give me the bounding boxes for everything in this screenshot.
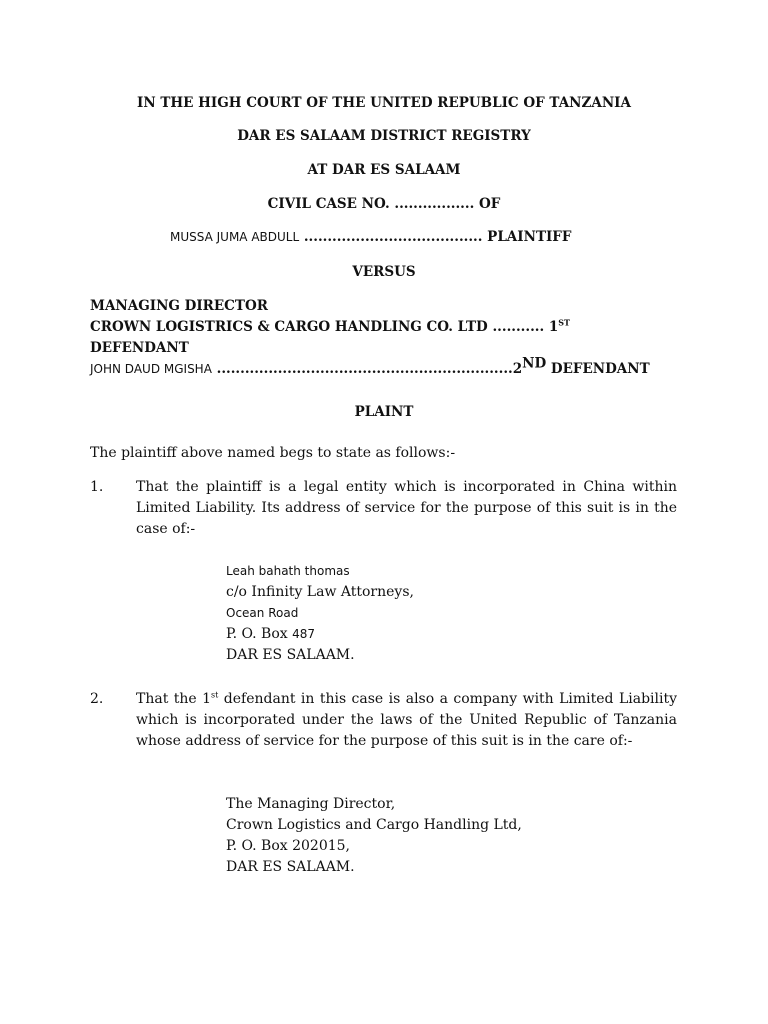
defendant2-ordinal: ND: [522, 355, 547, 372]
para1-number: 1.: [90, 479, 104, 495]
address2-line2: Crown Logistics and Cargo Handling Ltd,: [226, 817, 522, 833]
defendant2-line: [90, 355, 650, 380]
address1-pobox-number: 487: [292, 627, 316, 641]
para2-address: [226, 794, 646, 878]
plaintiff-name: MUSSA JUMA ABDULL: [170, 230, 300, 244]
defendant2-role: DEFENDANT: [546, 361, 650, 377]
address2-line1: The Managing Director,: [226, 796, 396, 812]
address1-line3: Ocean Road: [226, 606, 299, 620]
address1-line2: c/o Infinity Law Attorneys,: [226, 584, 414, 600]
para1-text: That the plaintiff is a legal entity which is incorporated in China within Limited Liability. Its address of service for the purpose of this suit is in the case of:-: [136, 479, 677, 537]
defendant2-dots: ...............................................................2: [211, 361, 523, 377]
address2-line4: DAR ES SALAAM.: [226, 859, 355, 875]
para2-number: 2.: [90, 691, 104, 707]
address1-line1: Leah bahath thomas: [226, 564, 350, 578]
defendant1-line1: MANAGING DIRECTOR: [90, 298, 268, 314]
para2-ordinal: st: [211, 690, 219, 700]
court-heading: IN THE HIGH COURT OF THE UNITED REPUBLIC OF TANZANIA: [137, 95, 631, 111]
plaintiff-dots: ......................................: [299, 229, 483, 245]
location-heading: AT DAR ES SALAAM: [307, 162, 461, 178]
defendant1-line3: DEFENDANT: [90, 340, 189, 356]
para2-text: [136, 689, 677, 752]
case-number: CIVIL CASE NO. ................. OF: [267, 196, 501, 212]
para2-text-rest: defendant in this case is also a company with Limited Liability which is incorporated under the laws of the United Republic of Tanzania whose address of service for the purpose of this suit is in the care of:-: [136, 691, 678, 749]
defendant1-ordinal: ST: [558, 317, 570, 328]
defendant1-company: CROWN LOGISTRICS & CARGO HANDLING CO. LTD ........... 1: [90, 319, 559, 335]
plaintiff-role: PLAINTIFF: [482, 229, 572, 245]
address1-line5: DAR ES SALAAM.: [226, 647, 355, 663]
para2-text-prefix: That the 1: [136, 691, 212, 707]
defendant1-line2: [90, 317, 570, 338]
plaintiff-line: [170, 227, 571, 248]
plaint-title: PLAINT: [354, 404, 414, 420]
versus-heading: VERSUS: [352, 264, 416, 280]
registry-heading: DAR ES SALAAM DISTRICT REGISTRY: [237, 128, 531, 144]
para1-address: [226, 561, 646, 666]
address2-line3: P. O. Box 202015,: [226, 838, 350, 854]
address1-pobox-label: P. O. Box: [226, 626, 293, 642]
intro-text: The plaintiff above named begs to state as follows:-: [90, 445, 456, 461]
defendant2-name: JOHN DAUD MGISHA: [90, 362, 212, 376]
address1-line4: [226, 624, 646, 645]
